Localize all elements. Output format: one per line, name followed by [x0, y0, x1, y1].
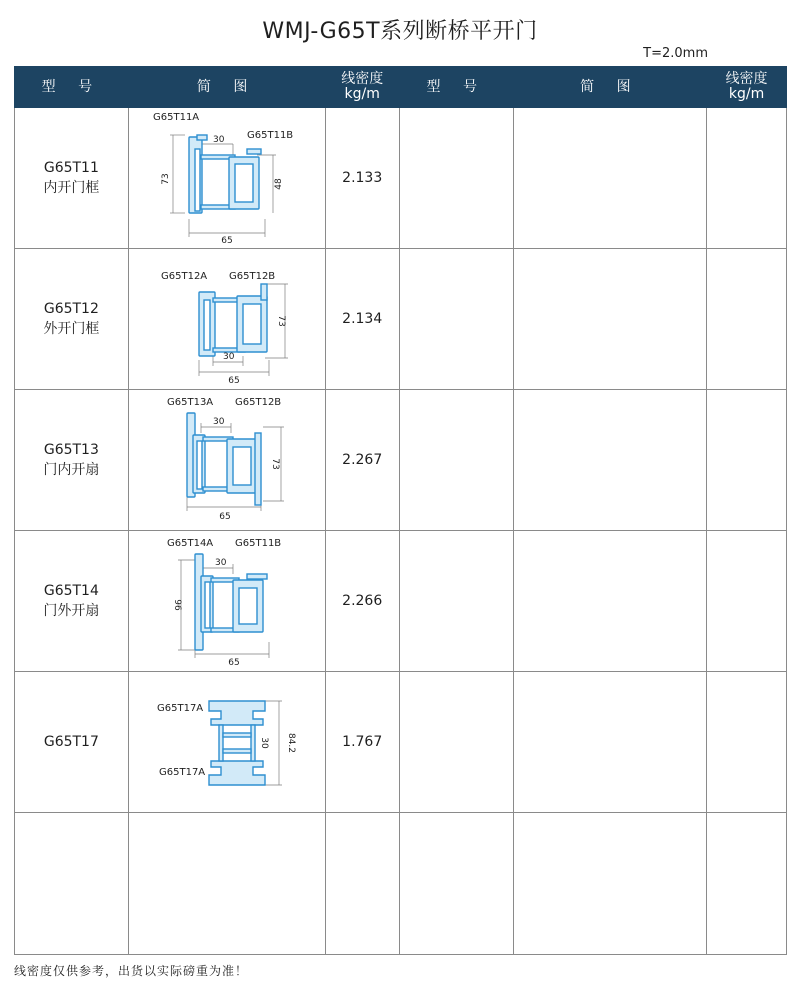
header-sketch: 简 图 — [128, 67, 325, 108]
empty-cell — [399, 249, 513, 390]
model-cell — [15, 672, 129, 813]
empty-cell — [399, 813, 513, 955]
density-value: 1.767 — [325, 672, 399, 813]
header-density-unit: kg/m — [344, 86, 380, 102]
dim-gap: 30 — [212, 135, 225, 145]
table-row — [15, 672, 787, 813]
label-part-b: G65T12B — [234, 397, 281, 408]
empty-cell — [707, 249, 787, 390]
header-density-unit-2: kg/m — [728, 86, 765, 102]
profile-sketch — [137, 250, 317, 388]
dim-gap: 30 — [214, 558, 227, 568]
empty-cell — [513, 249, 707, 390]
empty-cell — [707, 108, 787, 249]
density-value: 2.133 — [325, 108, 399, 249]
header-density-2 — [707, 67, 787, 108]
sketch-cell — [128, 531, 325, 672]
sketch-cell — [128, 108, 325, 249]
density-value: 2.266 — [325, 531, 399, 672]
label-part-a: G65T17A — [156, 703, 203, 714]
table-row — [15, 813, 787, 955]
label-part-a: G65T11A — [152, 112, 199, 123]
label-part-a: G65T12A — [160, 271, 207, 282]
header-sketch-2: 简 图 — [513, 67, 707, 108]
table-row — [15, 531, 787, 672]
density-value: 2.134 — [325, 249, 399, 390]
dim-gap: 30 — [222, 352, 235, 362]
label-part-a: G65T13A — [166, 397, 213, 408]
profile-sketch — [137, 532, 317, 670]
sketch-cell — [128, 390, 325, 531]
thickness-note: T=2.0mm — [643, 46, 708, 61]
header-model-2: 型 号 — [399, 67, 513, 108]
footnote: 线密度仅供参考，出货以实际磅重为准！ — [14, 964, 249, 978]
empty-cell — [513, 108, 707, 249]
model-code: G65T14 — [43, 583, 99, 599]
dim-width: 65 — [227, 376, 240, 386]
header-model: 型 号 — [15, 67, 129, 108]
empty-cell — [707, 813, 787, 955]
model-name: 门内开扇 — [43, 462, 100, 478]
table-row — [15, 108, 787, 249]
header-density-label: 线密度 — [341, 71, 384, 87]
table-row — [15, 390, 787, 531]
dim-height: 73 — [269, 458, 280, 470]
label-part-b: G65T11B — [246, 130, 293, 141]
empty-cell — [707, 531, 787, 672]
model-name: 门外开扇 — [43, 603, 100, 619]
empty-cell — [399, 390, 513, 531]
header-density — [325, 67, 399, 108]
model-cell — [15, 390, 129, 531]
dim-width: 65 — [227, 658, 240, 668]
profile-sketch — [137, 391, 317, 529]
dim-height: 73 — [160, 173, 171, 185]
model-cell — [15, 531, 129, 672]
empty-cell — [513, 531, 707, 672]
model-code: G65T11 — [43, 160, 99, 176]
dim-width: 65 — [220, 236, 233, 246]
empty-cell — [513, 390, 707, 531]
label-part-a: G65T14A — [166, 538, 213, 549]
label-part-b: G65T12B — [228, 271, 275, 282]
empty-cell — [399, 531, 513, 672]
model-cell — [15, 108, 129, 249]
profile-sketch — [137, 673, 317, 811]
empty-cell — [707, 672, 787, 813]
model-name: 内开门框 — [43, 180, 100, 196]
empty-cell — [15, 813, 129, 955]
profile-sketch — [137, 109, 317, 247]
profile-table — [14, 66, 787, 955]
density-value: 2.267 — [325, 390, 399, 531]
model-cell — [15, 249, 129, 390]
label-part-b: G65T11B — [234, 538, 281, 549]
empty-cell — [325, 813, 399, 955]
dim-width: 65 — [218, 512, 231, 522]
dim-gap: 30 — [258, 737, 269, 749]
sketch-cell — [128, 249, 325, 390]
dim-height: 96 — [171, 599, 182, 611]
empty-cell — [513, 813, 707, 955]
dim-height: 84.2 — [285, 732, 296, 754]
label-part-b: G65T17A — [158, 767, 205, 778]
empty-cell — [399, 672, 513, 813]
header-density-label-2: 线密度 — [725, 71, 768, 87]
empty-cell — [707, 390, 787, 531]
empty-cell — [128, 813, 325, 955]
sketch-cell — [128, 672, 325, 813]
page-title: WMJ-G65T系列断桥平开门 — [262, 19, 538, 44]
dim-gap: 30 — [212, 417, 225, 427]
table-row — [15, 249, 787, 390]
empty-cell — [399, 108, 513, 249]
dim-height: 73 — [275, 315, 286, 327]
empty-cell — [513, 672, 707, 813]
model-code: G65T12 — [43, 301, 99, 317]
model-name: 外开门框 — [43, 321, 100, 337]
model-code: G65T17 — [43, 734, 99, 750]
table-header-row — [15, 67, 787, 108]
model-code: G65T13 — [43, 442, 99, 458]
dim-height-b: 48 — [273, 178, 284, 190]
